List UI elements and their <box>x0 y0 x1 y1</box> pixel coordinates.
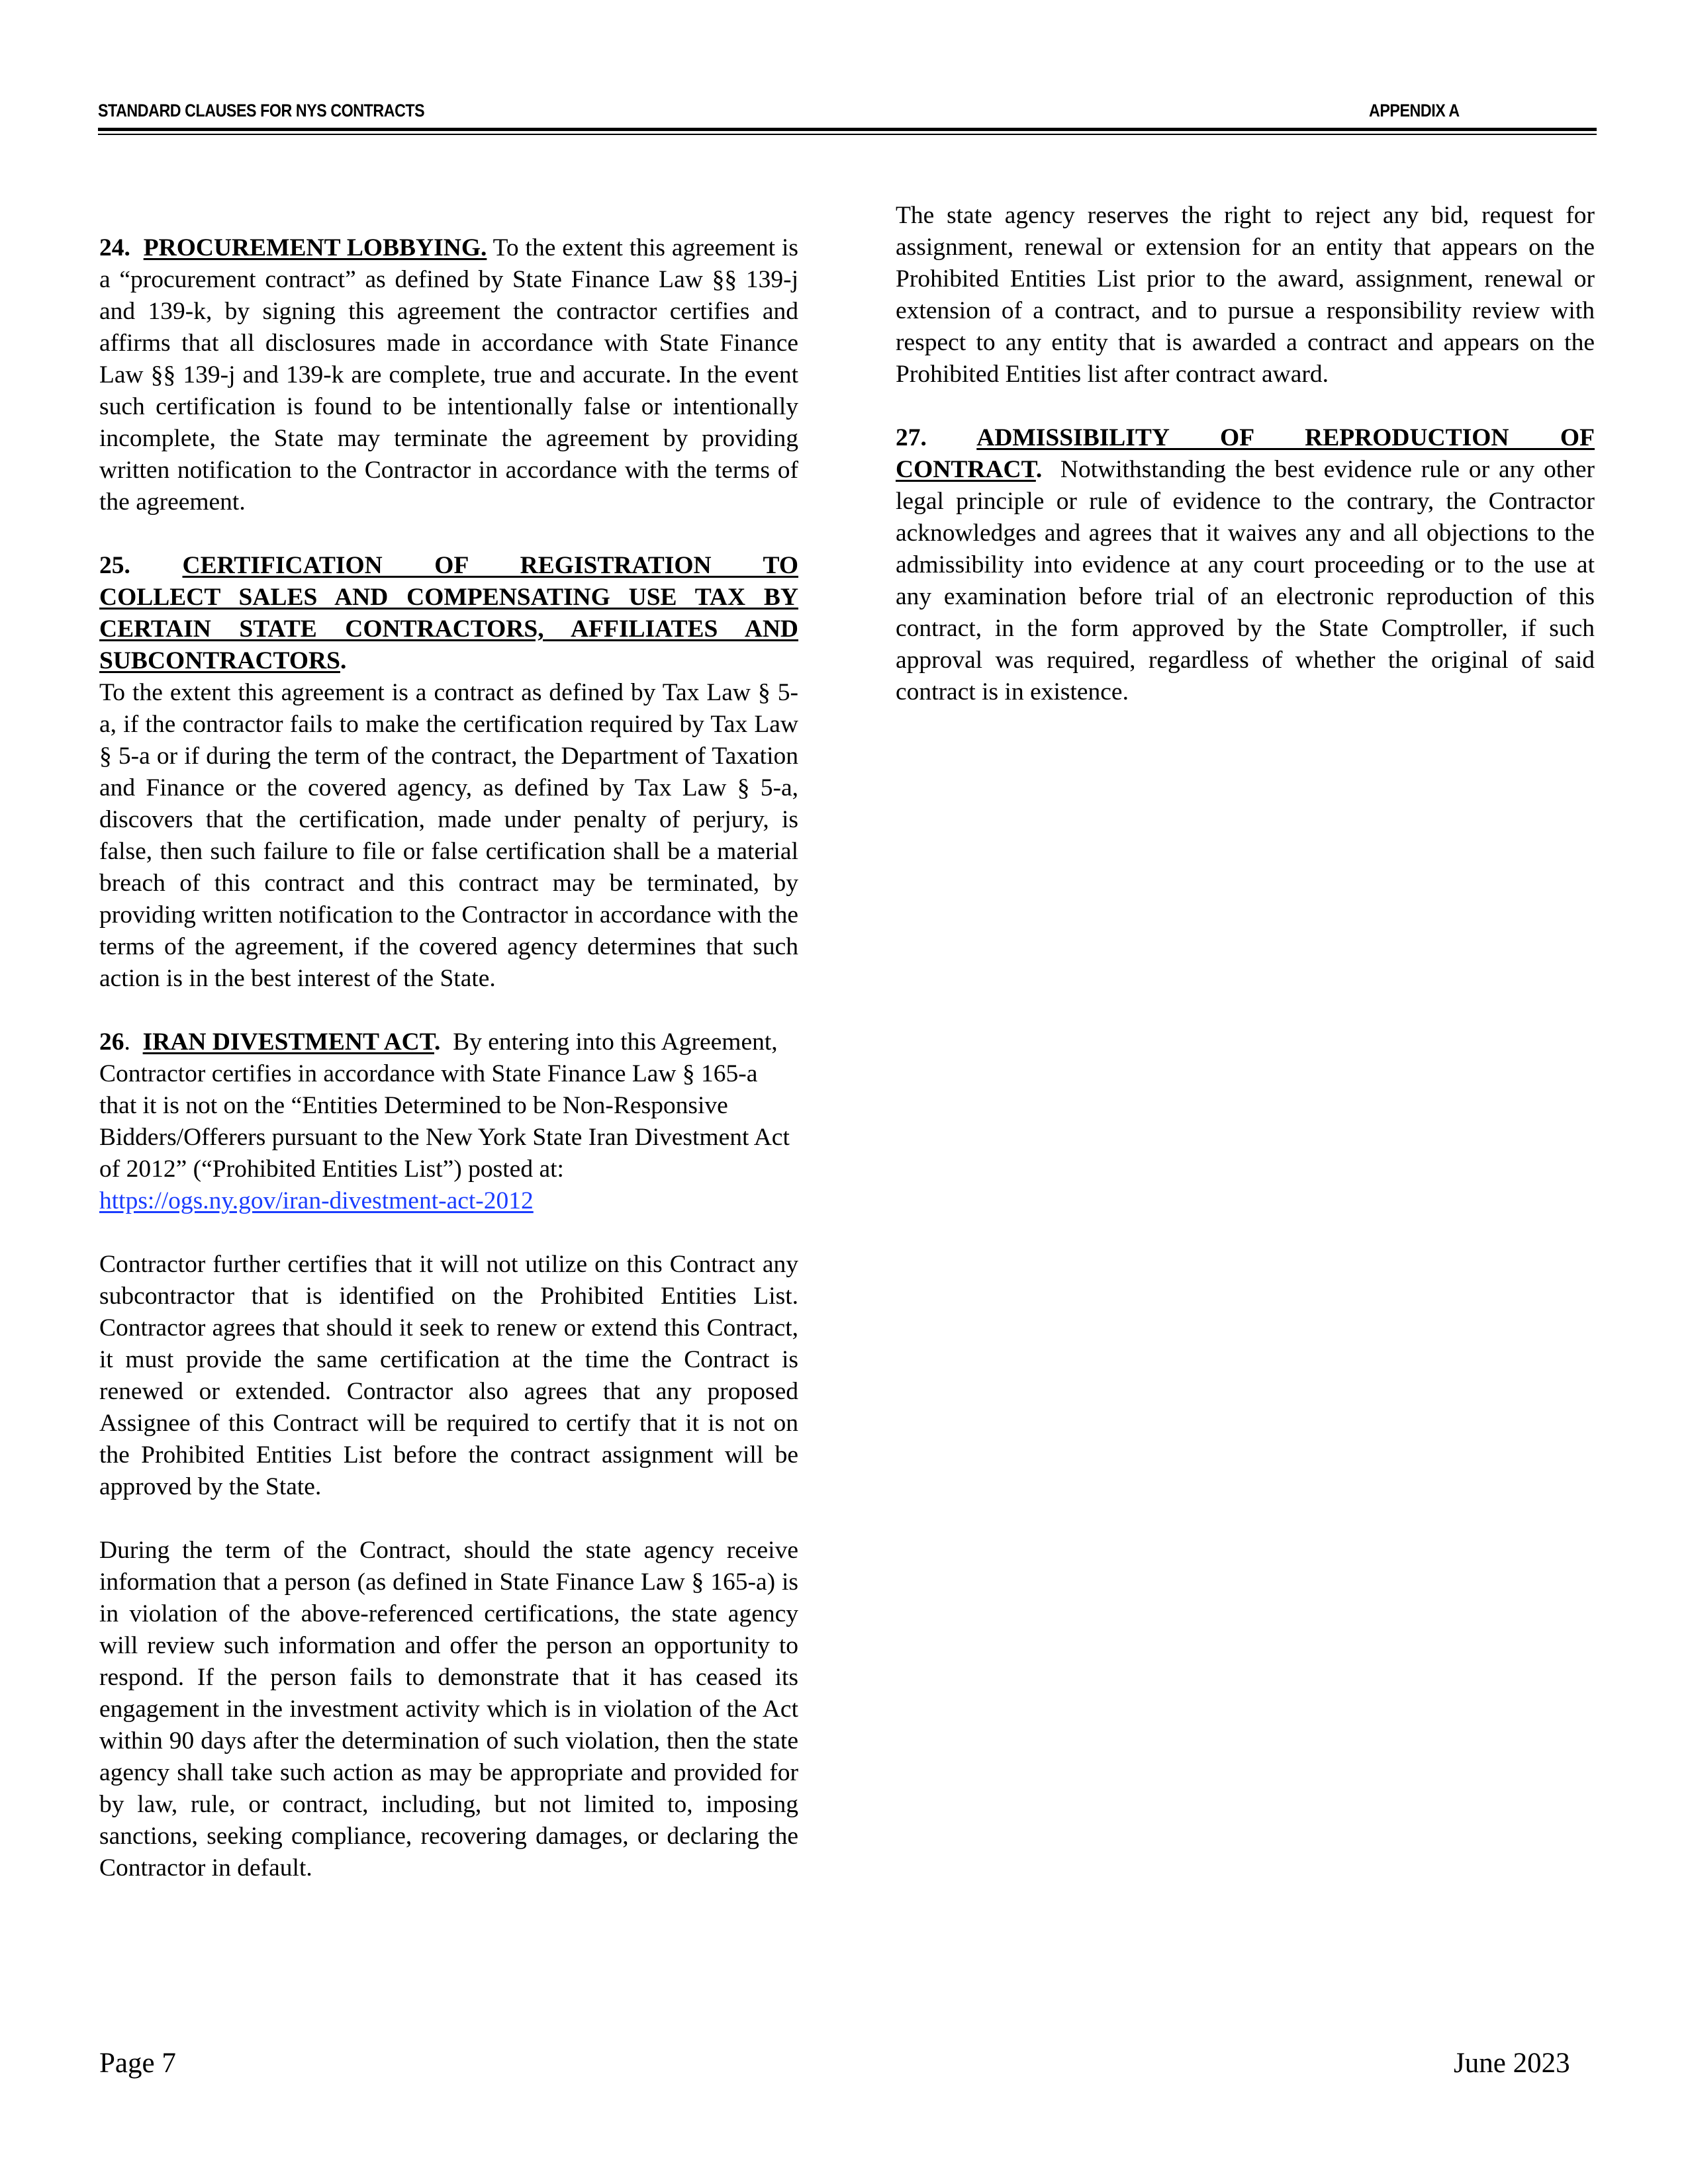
section-27 <box>896 422 1595 708</box>
section-25-title-line4: SUBCONTRACTORS <box>99 647 340 674</box>
section-26-para3: During the term of the Contract, should the state agency receive information that a person (as defined in State Finance Law § 165-a) is in violation of the above-referenced certifications, the state agency will review such information and offer the person an opportunity to respond. If the person fails to demonstrate that it has ceased its engagement in the investment activity which is in violation of the Act within 90 days after the determination of such violation, then the state agency shall take such action as may be appropriate and provided for by law, rule, or contract, including, but not limited to, imposing sanctions, seeking compliance, recovering damages, or declaring the Contractor in default. <box>99 1537 798 1882</box>
section-26-para4: The state agency reserves the right to reject any bid, request for assignment, renewal or extension for an entity that appears on the Prohibited Entities List prior to the award, assignment, renewal or extension of a contract, and to pursue a responsibility review with respect to any entity that is awarded a contract and appears on the Prohibited Entities list after contract award. <box>896 202 1595 388</box>
section-25-heading-line3 <box>99 614 798 645</box>
right-column <box>896 200 1595 740</box>
section-25-title-line3: CERTAIN STATE CONTRACTORS, AFFILIATES AND <box>99 615 798 643</box>
section-27-heading-line1 <box>896 422 1595 454</box>
section-26-number: 26 <box>99 1028 124 1056</box>
section-27-title-end: . <box>1035 456 1043 483</box>
section-25 <box>99 550 798 995</box>
header-appendix: APPENDIX A <box>1369 101 1460 120</box>
section-26-para2: Contractor further certifies that it will not utilize on this Contract any subcontractor that is identified on the Prohibited Entities List. Contractor agrees that should it seek to renew or extend this Contract, it must provide the same certification at the time the Contract is renewed or extended. Contractor also agrees that any proposed Assignee of this Contract will be required to certify that it is not on the Prohibited Entities List before the contract assignment will be approved by the State. <box>99 1251 798 1500</box>
section-27-text: Notwithstanding the best evidence rule or any other legal principle or rule of evidence to the contrary, the Contractor acknowledges and agrees that it waives any and all objections to the admissibility into evidence at any court proceeding or to the use at any examination before trial of an electronic reproduction of this contract, in the form approved by the State Comptroller, if such approval was required, regardless of whether the original of said contract is in existence. <box>896 456 1595 705</box>
iran-divestment-link[interactable]: https://ogs.ny.gov/iran-divestment-act-2012 <box>99 1187 534 1214</box>
section-26-title-end: . <box>434 1028 441 1056</box>
section-24-title: PROCUREMENT LOBBYING. <box>143 234 487 261</box>
section-25-title-end: . <box>340 647 347 674</box>
page-number: Page 7 <box>99 2048 176 2079</box>
section-27-body <box>896 454 1595 708</box>
section-27-number: 27. <box>896 424 927 451</box>
section-26-text: By entering into this Agreement, Contractor certifies in accordance with State Finance Law § 165-a that it is not on the “Entities Determined to be Non-Responsive Bidders/Offerers pursuant to the New York State Iran Divestment Act of 2012” (“Prohibited Entities List”) posted at: <box>99 1028 790 1183</box>
section-25-number: 25. <box>99 552 130 579</box>
section-24-text: To the extent this agreement is a “procurement contract” as defined by State Finance Law §§ 139-j and 139-k, by signing this agreement the contractor certifies and affirms that all disclosures made in accordance with State Finance Law §§ 139-j and 139-k are complete, true and accurate. In the event such certification is found to be intentionally false or intentionally incomplete, the State may terminate the agreement by providing written notification to the Contractor in accordance with the terms of the agreement. <box>99 234 798 516</box>
section-24 <box>99 232 798 518</box>
section-25-title-line1: CERTIFICATION OF REGISTRATION TO <box>182 552 799 579</box>
section-27-title-line1: ADMISSIBILITY OF REPRODUCTION OF <box>976 424 1595 451</box>
section-25-title-line2: COLLECT SALES AND COMPENSATING USE TAX BY <box>99 584 798 611</box>
header-rule-thick <box>98 128 1597 131</box>
section-25-text: To the extent this agreement is a contract as defined by Tax Law § 5-a, if the contractor fails to make the certification required by Tax Law § 5-a or if during the term of the contract, the Department of Taxation and Finance or the covered agency, as defined by Tax Law § 5-a, discovers that the certification, made under penalty of perjury, is false, then such failure to file or false certification shall be a material breach of this contract and this contract may be terminated, by providing written notification to the Contractor in accordance with the terms of the agreement, if the covered agency determines that such action is in the best interest of the State. <box>99 679 798 992</box>
section-25-heading-line2 <box>99 582 798 614</box>
section-24-number: 24. <box>99 234 130 261</box>
section-26-number-dot: . <box>124 1028 130 1056</box>
header-title: STANDARD CLAUSES FOR NYS CONTRACTS <box>98 101 425 120</box>
section-26-title: IRAN DIVESTMENT ACT <box>142 1028 434 1056</box>
section-25-heading-line1 <box>99 550 798 582</box>
header-rule-thin <box>98 134 1597 135</box>
revision-date: June 2023 <box>1454 2048 1570 2079</box>
section-25-heading-line4 <box>99 645 798 677</box>
section-26 <box>99 1026 798 1217</box>
section-27-title-line2: CONTRACT <box>896 456 1036 483</box>
left-column <box>99 232 798 1916</box>
